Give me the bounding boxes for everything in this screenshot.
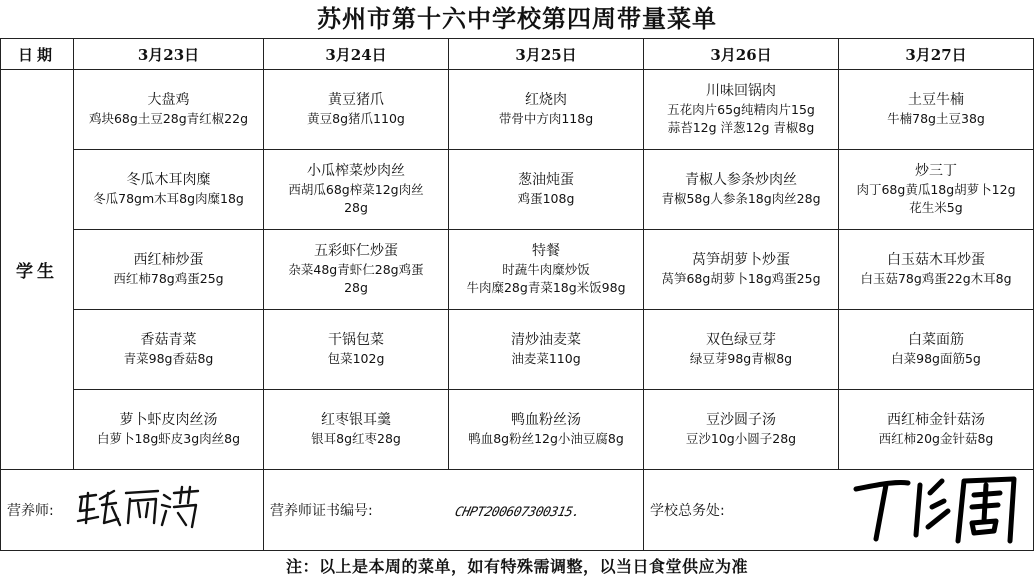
dish-ingredients: 28g xyxy=(344,200,368,215)
dish-name: 干锅包菜 xyxy=(328,332,384,348)
dish-name: 莴笋胡萝卜炒蛋 xyxy=(692,252,790,268)
menu-row xyxy=(1,150,1034,230)
footer-note: 注：以上是本周的菜单，如有特殊需调整，以当日食堂供应为准 xyxy=(285,557,748,576)
menu-cell xyxy=(449,310,644,390)
office-signature-cell xyxy=(839,470,1034,551)
menu-cell xyxy=(644,310,839,390)
menu-cell xyxy=(839,70,1034,150)
dish-ingredients: 牛楠78g土豆38g xyxy=(887,111,985,126)
menu-cell xyxy=(644,390,839,470)
menu-cell xyxy=(449,70,644,150)
dish-ingredients: 白玉菇78g鸡蛋22g木耳8g xyxy=(860,271,1012,286)
dish-ingredients: 蒜苔12g 洋葱12g 青椒8g xyxy=(667,120,815,135)
menu-title: 苏州市第十六中学校第四周带量菜单 xyxy=(317,4,717,33)
dish-ingredients: 油麦菜110g xyxy=(511,351,581,366)
cert-number-cell xyxy=(449,470,644,551)
dish-ingredients: 西红柿20g金针菇8g xyxy=(878,431,994,446)
dish-name: 清炒油麦菜 xyxy=(511,332,581,348)
header-row xyxy=(1,39,1034,70)
dish-name: 土豆牛楠 xyxy=(908,92,964,108)
dish-name: 炒三丁 xyxy=(915,163,957,179)
menu-row xyxy=(1,230,1034,310)
dish-name: 川味回锅肉 xyxy=(706,83,776,99)
dish-name: 大盘鸡 xyxy=(147,92,190,108)
menu-row xyxy=(1,310,1034,390)
dish-ingredients: 银耳8g红枣28g xyxy=(311,431,401,446)
dish-name: 小瓜榨菜炒肉丝 xyxy=(307,163,405,179)
dish-name: 红烧肉 xyxy=(525,92,567,108)
dish-name: 西红柿炒蛋 xyxy=(133,252,204,268)
menu-cell xyxy=(264,150,449,230)
student-label: 学生 xyxy=(1,70,74,470)
menu-row xyxy=(1,390,1034,470)
menu-cell xyxy=(449,230,644,310)
nutritionist-signature xyxy=(74,483,204,537)
dish-ingredients: 西红柿78g鸡蛋25g xyxy=(113,271,224,286)
dish-name: 青椒人参条炒肉丝 xyxy=(685,172,797,188)
menu-cell xyxy=(74,230,264,310)
dish-name: 豆沙圆子汤 xyxy=(706,412,776,428)
menu-cell xyxy=(839,390,1034,470)
dish-ingredients: 青椒58g人参条18g肉丝28g xyxy=(661,191,821,206)
dish-name: 白玉菇木耳炒蛋 xyxy=(887,252,985,268)
dish-ingredients: 肉丁68g黄瓜18g胡萝卜12g xyxy=(856,182,1016,197)
dish-ingredients: 白萝卜18g虾皮3g肉丝8g xyxy=(96,431,241,446)
dish-name: 特餐 xyxy=(532,243,560,259)
dish-ingredients: 白菜98g面筋5g xyxy=(891,351,981,366)
signature-row xyxy=(1,470,1034,551)
dish-name: 西红柿金针菇汤 xyxy=(887,412,985,428)
date-label: 日期 xyxy=(1,39,74,70)
dish-ingredients: 时蔬牛肉糜炒饭 xyxy=(502,262,590,277)
menu-cell xyxy=(449,150,644,230)
cert-label: 营养师证书编号: xyxy=(270,503,373,519)
day-header: 3月25日 xyxy=(449,39,644,70)
dish-ingredients: 黄豆8g猪爪110g xyxy=(307,111,405,126)
menu-cell xyxy=(839,150,1034,230)
dish-name: 红枣银耳羹 xyxy=(321,412,391,428)
dish-name: 五彩虾仁炒蛋 xyxy=(314,243,398,259)
office-label-cell xyxy=(644,470,839,551)
day-header: 3月24日 xyxy=(264,39,449,70)
dish-ingredients: 带骨中方肉118g xyxy=(498,111,594,126)
dish-name: 鸭血粉丝汤 xyxy=(511,412,581,428)
dish-ingredients: 包菜102g xyxy=(327,351,385,366)
menu-cell xyxy=(644,230,839,310)
nutritionist-cell xyxy=(1,470,264,551)
dish-ingredients: 莴笋68g胡萝卜18g鸡蛋25g xyxy=(661,271,821,286)
dish-ingredients: 牛肉糜28g青菜18g米饭98g xyxy=(466,280,626,295)
menu-cell xyxy=(74,150,264,230)
dish-ingredients: 西胡瓜68g榨菜12g肉丝 xyxy=(288,182,424,197)
dish-ingredients: 鸡块68g土豆28g青红椒22g xyxy=(88,111,249,126)
dish-ingredients: 花生米5g xyxy=(909,200,963,215)
dish-ingredients: 绿豆芽98g青椒8g xyxy=(689,351,793,366)
menu-cell xyxy=(74,310,264,390)
day-header: 3月23日 xyxy=(74,39,264,70)
dish-name: 双色绿豆芽 xyxy=(706,332,776,348)
menu-cell xyxy=(264,70,449,150)
office-label: 学校总务处: xyxy=(650,503,725,519)
dish-ingredients: 豆沙10g小圆子28g xyxy=(685,431,797,446)
menu-table xyxy=(0,38,1034,551)
menu-cell xyxy=(264,230,449,310)
menu-cell xyxy=(264,310,449,390)
dish-name: 黄豆猪爪 xyxy=(328,92,384,108)
dish-ingredients: 冬瓜78gm木耳8g肉糜18g xyxy=(93,191,244,206)
menu-cell xyxy=(74,70,264,150)
dish-ingredients: 鸭血8g粉丝12g小油豆腐8g xyxy=(468,431,624,446)
dish-name: 葱油炖蛋 xyxy=(518,172,574,188)
dish-ingredients: 杂菜48g青虾仁28g鸡蛋 xyxy=(288,262,424,277)
menu-row xyxy=(1,70,1034,150)
dish-ingredients: 五花肉片65g纯精肉片15g xyxy=(667,102,815,117)
dish-ingredients: 鸡蛋108g xyxy=(517,191,575,206)
dish-name: 白菜面筋 xyxy=(908,332,964,348)
dish-name: 香菇青菜 xyxy=(140,332,197,348)
menu-cell xyxy=(644,150,839,230)
nutritionist-label: 营养师: xyxy=(7,503,54,519)
dish-ingredients: 青菜98g香菇8g xyxy=(123,351,214,366)
cert-label-cell xyxy=(264,470,449,551)
dish-name: 冬瓜木耳肉糜 xyxy=(126,172,211,188)
menu-cell xyxy=(839,310,1034,390)
dish-name: 萝卜虾皮肉丝汤 xyxy=(119,412,218,428)
office-signature xyxy=(846,530,1026,549)
cert-number: CHPT200607300315. xyxy=(452,504,581,520)
menu-cell xyxy=(264,390,449,470)
menu-cell xyxy=(644,70,839,150)
day-header: 3月26日 xyxy=(644,39,839,70)
menu-cell xyxy=(449,390,644,470)
dish-ingredients: 28g xyxy=(344,280,368,295)
day-header: 3月27日 xyxy=(839,39,1034,70)
menu-cell xyxy=(74,390,264,470)
menu-cell xyxy=(839,230,1034,310)
